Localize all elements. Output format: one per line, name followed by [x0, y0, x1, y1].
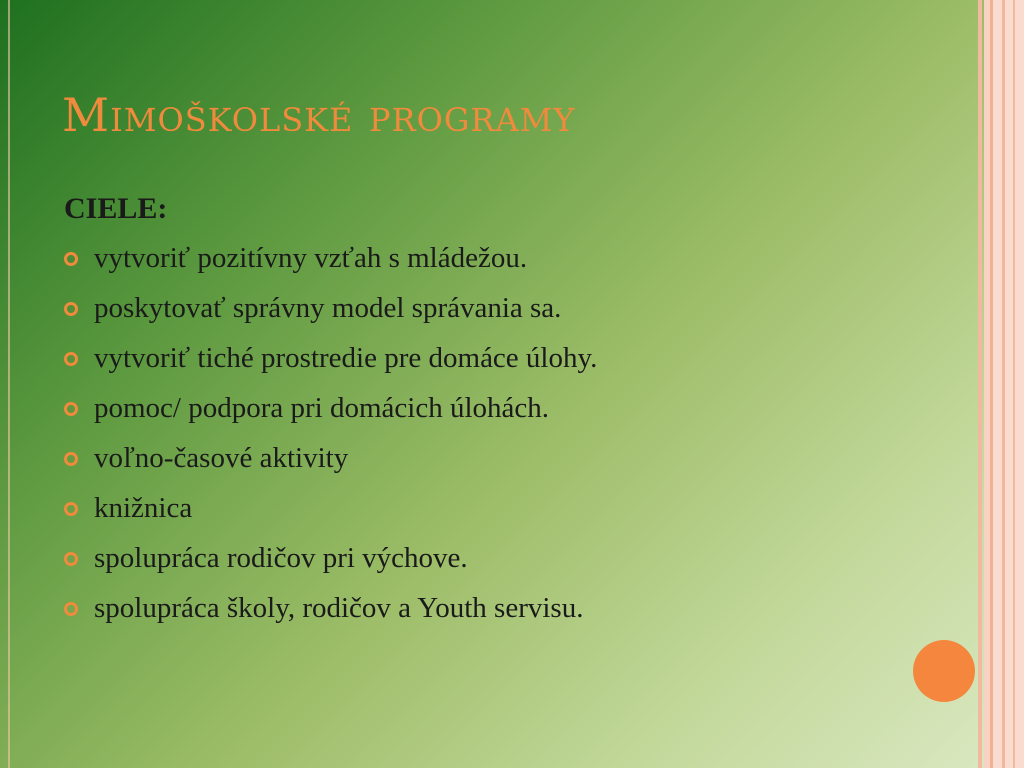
- ring-bullet-icon: [64, 452, 78, 466]
- list-item: [64, 238, 944, 288]
- list-item: [64, 488, 944, 538]
- ring-bullet-icon: [64, 602, 78, 616]
- left-border-line: [8, 0, 10, 768]
- list-item-text: vytvoriť tiché prostredie pre domáce úlohy.: [94, 342, 598, 374]
- list-item: [64, 438, 944, 488]
- slide-content: [64, 190, 944, 638]
- list-item-text: spolupráca rodičov pri výchove.: [94, 542, 468, 574]
- list-item-text: spolupráca školy, rodičov a Youth servisu.: [94, 592, 584, 624]
- list-item-text: vytvoriť pozitívny vzťah s mládežou.: [94, 242, 528, 274]
- decorative-orange-circle: [913, 640, 975, 702]
- decorative-stripe: [1013, 0, 1015, 768]
- ring-bullet-icon: [64, 402, 78, 416]
- ring-bullet-icon: [64, 302, 78, 316]
- section-heading: CIELE:: [64, 192, 168, 225]
- list-item-text: pomoc/ podpora pri domácich úlohách.: [94, 392, 550, 424]
- decorative-stripe: [978, 0, 982, 768]
- ring-bullet-icon: [64, 552, 78, 566]
- list-item: [64, 288, 944, 338]
- ring-bullet-icon: [64, 252, 78, 266]
- list-item-text: voľno-časové aktivity: [94, 442, 349, 474]
- ring-bullet-icon: [64, 502, 78, 516]
- list-item: [64, 338, 944, 388]
- decorative-stripe: [1002, 0, 1005, 768]
- decorative-stripe: [993, 0, 1024, 768]
- list-item: [64, 538, 944, 588]
- list-item: [64, 388, 944, 438]
- bullet-list: [64, 238, 944, 638]
- list-item: [64, 588, 944, 638]
- slide-title: Mimoškolské programy: [62, 88, 576, 142]
- list-item-text: poskytovať správny model správania sa.: [94, 292, 562, 324]
- list-item-text: knižnica: [94, 492, 193, 524]
- ring-bullet-icon: [64, 352, 78, 366]
